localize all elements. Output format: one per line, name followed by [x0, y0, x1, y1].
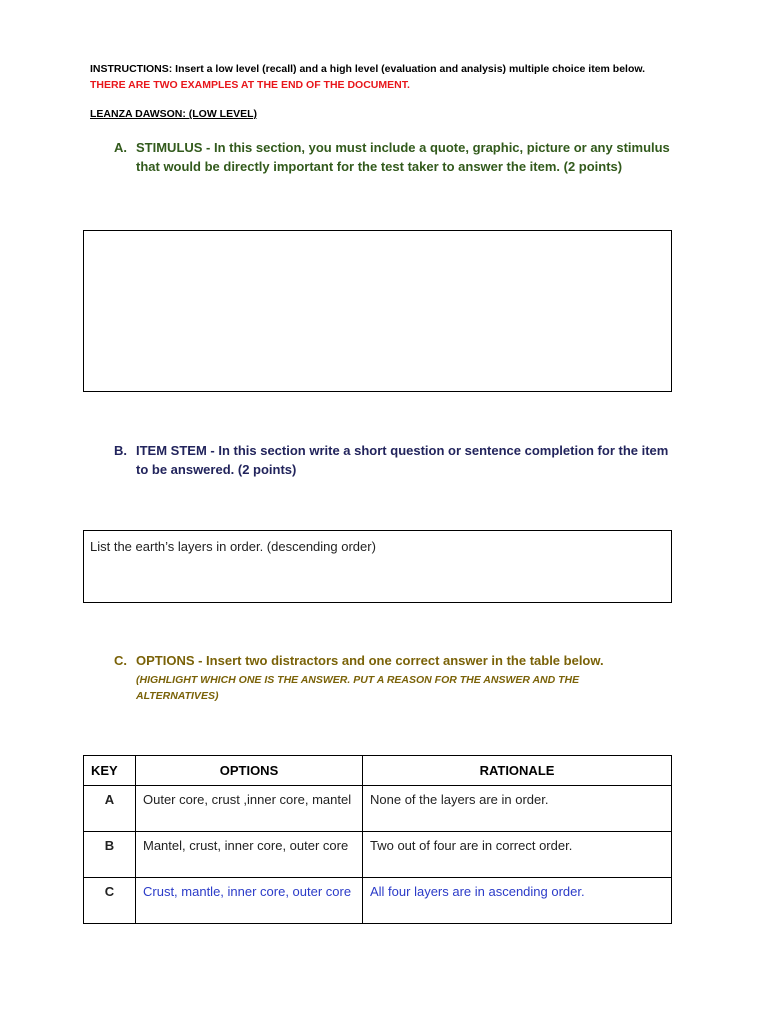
section-c-letter: C.: [114, 653, 127, 668]
item-stem-answer: List the earth’s layers in order. (descending order): [90, 539, 376, 554]
row-option[interactable]: Outer core, crust ,inner core, mantel: [136, 786, 363, 832]
section-b-text: ITEM STEM - In this section write a short question or sentence completion for the item to be answered. (2 points): [136, 443, 669, 477]
stimulus-box[interactable]: [83, 230, 672, 392]
section-c-text: OPTIONS - Insert two distractors and one correct answer in the table below.: [136, 653, 604, 668]
row-key: A: [84, 786, 136, 832]
table-row: [84, 786, 672, 832]
header-key: KEY: [84, 756, 136, 786]
row-rationale[interactable]: All four layers are in ascending order.: [363, 878, 672, 924]
header-options: OPTIONS: [136, 756, 363, 786]
item-stem-box[interactable]: [83, 530, 672, 603]
section-a-letter: A.: [114, 140, 127, 155]
author-heading: LEANZA DAWSON: (LOW LEVEL): [90, 108, 258, 120]
instructions-text: INSTRUCTIONS: Insert a low level (recall) and a high level (evaluation and analysis) multiple choice item below.: [90, 63, 646, 75]
row-rationale[interactable]: Two out of four are in correct order.: [363, 832, 672, 878]
section-b-heading: [114, 441, 674, 479]
options-table: [83, 755, 672, 924]
header-rationale: RATIONALE: [363, 756, 672, 786]
row-option[interactable]: Mantel, crust, inner core, outer core: [136, 832, 363, 878]
row-key: B: [84, 832, 136, 878]
table-row-answer: [84, 878, 672, 924]
instructions: [90, 61, 680, 93]
section-a-heading: [114, 138, 674, 176]
row-key: C: [84, 878, 136, 924]
table-header-row: [84, 756, 672, 786]
row-option[interactable]: Crust, mantle, inner core, outer core: [136, 878, 363, 924]
section-c-heading: [114, 651, 674, 670]
table-row: [84, 832, 672, 878]
instructions-warning: THERE ARE TWO EXAMPLES AT THE END OF THE DOCUMENT.: [90, 79, 410, 91]
section-c-note: (HIGHLIGHT WHICH ONE IS THE ANSWER. PUT A REASON FOR THE ANSWER AND THE ALTERNATIVES): [136, 674, 580, 702]
section-a-text: STIMULUS - In this section, you must include a quote, graphic, picture or any stimulus that would be directly important for the test taker to answer the item. (2 points): [136, 140, 670, 174]
row-rationale[interactable]: None of the layers are in order.: [363, 786, 672, 832]
section-b-letter: B.: [114, 443, 127, 458]
